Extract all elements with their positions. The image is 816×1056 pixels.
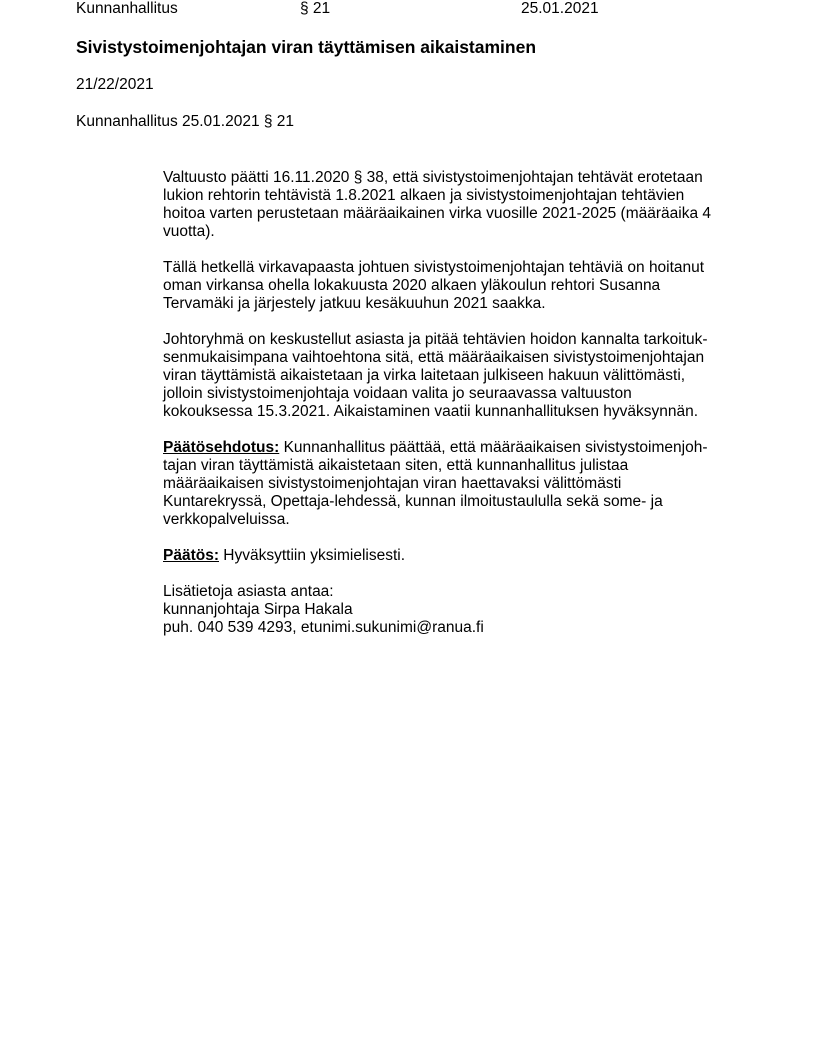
text-line: Tällä hetkellä virkavapaasta johtuen sivistystoimenjohtajan tehtäviä on hoitanut	[163, 259, 705, 276]
document-body	[163, 169, 743, 637]
decision-proposal	[163, 439, 743, 529]
text-line: jolloin sivistystoimenjohtaja voidaan valita jo seuraavassa valtuuston	[163, 385, 632, 402]
text-line: Johtoryhmä on keskustellut asiasta ja pitää tehtävien hoidon kannalta tarkoituk-	[163, 331, 708, 348]
decision	[163, 547, 743, 565]
decision-text: Hyväksyttiin yksimielisesti.	[219, 547, 406, 564]
text-line: Valtuusto päätti 16.11.2020 § 38, että sivistystoimenjohtajan tehtävät erotetaan	[163, 169, 703, 186]
text-line: tajan viran täyttämistä aikaistetaan siten, että kunnanhallitus julistaa	[163, 457, 629, 474]
text-line: kokouksessa 15.3.2021. Aikaistaminen vaatii kunnanhallituksen hyväksynnän.	[163, 403, 699, 420]
text-line: viran täyttämistä aikaistetaan ja virka laitetaan julkiseen hakuun välittömästi,	[163, 367, 686, 384]
document-title: Sivistystoimenjohtajan viran täyttämisen aikaistaminen	[76, 37, 537, 57]
text-line: hoitoa varten perustetaan määräaikainen virka vuosille 2021-2025 (määräaika 4	[163, 205, 711, 222]
text-line: määräaikaisen sivistystoimenjohtajan viran haettavaksi välittömästi	[163, 475, 622, 492]
header-section: § 21	[300, 0, 331, 17]
text-line: Tervamäki ja järjestely jatkuu kesäkuuhun 2021 saakka.	[163, 295, 546, 312]
contact-info	[163, 583, 743, 637]
paragraph-2	[163, 259, 743, 313]
reference-number: 21/22/2021	[76, 76, 154, 93]
text-line: verkkopalveluissa.	[163, 511, 290, 528]
contact-line: kunnanjohtaja Sirpa Hakala	[163, 601, 353, 618]
paragraph-1	[163, 169, 743, 241]
text-line: oman virkansa ohella lokakuusta 2020 alkaen yläkoulun rehtori Susanna	[163, 277, 661, 294]
paragraph-3	[163, 331, 743, 421]
text-line: vuotta).	[163, 223, 215, 240]
text-line: lukion rehtorin tehtävistä 1.8.2021 alkaen ja sivistystoimenjohtajan tehtävien	[163, 187, 685, 204]
contact-line: Lisätietoja asiasta antaa:	[163, 583, 334, 600]
text-line: Kunnanhallitus päättää, että määräaikaisen sivistystoimenjoh-	[279, 439, 708, 456]
text-line: senmukaisimpana vaihtoehtona sitä, että määräaikaisen sivistystoimenjohtajan	[163, 349, 705, 366]
proposal-label: Päätösehdotus:	[163, 439, 280, 456]
meeting-reference: Kunnanhallitus 25.01.2021 § 21	[76, 113, 295, 130]
contact-line: puh. 040 539 4293, etunimi.sukunimi@ranua.fi	[163, 619, 484, 636]
header-date: 25.01.2021	[521, 0, 599, 17]
header-body: Kunnanhallitus	[76, 0, 178, 17]
decision-label: Päätös:	[163, 547, 219, 564]
text-line: Kuntarekryssä, Opettaja-lehdessä, kunnan ilmoitustaululla sekä some- ja	[163, 493, 663, 510]
